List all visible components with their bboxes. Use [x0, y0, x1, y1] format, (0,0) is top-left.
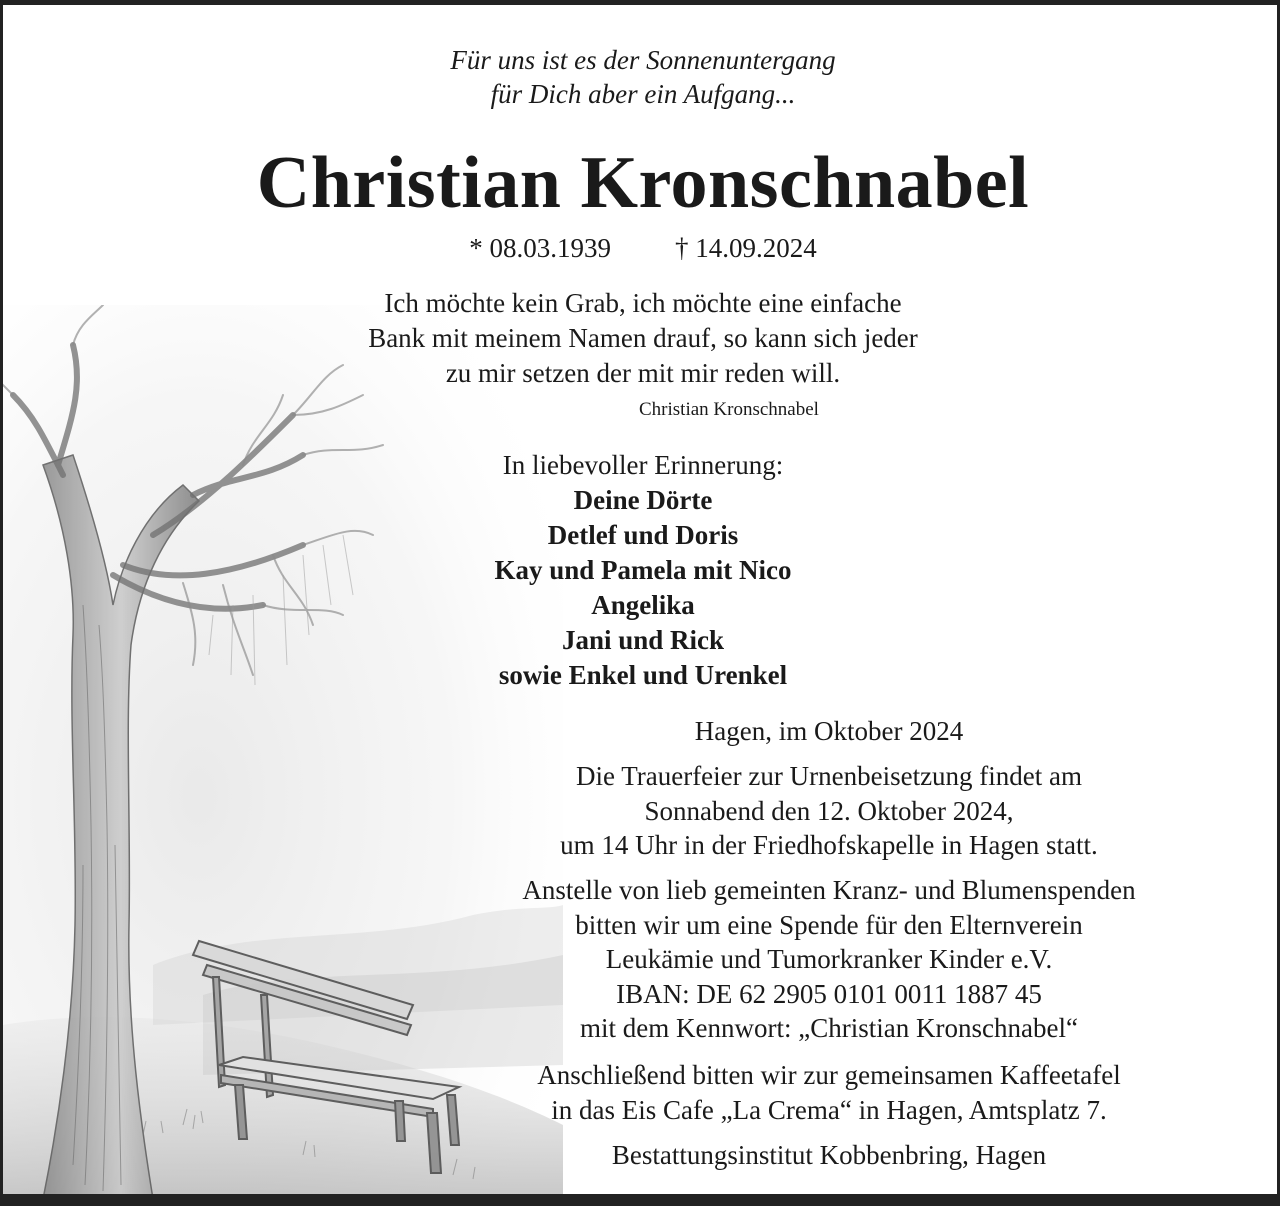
coffee-line: Anschließend bitten wir zur gemeinsamen Kaffeetafel [537, 1060, 1121, 1090]
life-dates [3, 231, 1280, 265]
quote [3, 286, 1280, 391]
motto [3, 43, 1280, 111]
mourner-name: Angelika [591, 590, 695, 620]
death-date: † 14.09.2024 [675, 233, 817, 263]
undertaker: Bestattungsinstitut Kobbenbring, Hagen [611, 1140, 1047, 1170]
donation-line: Anstelle von lieb gemeinten Kranz- und Blumenspenden [522, 875, 1136, 905]
coffee-invitation [463, 1058, 1195, 1127]
mourner-name: Jani und Rick [561, 625, 725, 655]
donation-info [463, 873, 1195, 1046]
quote-line: Bank mit meinem Namen drauf, so kann sich jeder [368, 323, 918, 353]
ceremony-line: Sonnabend den 12. Oktober 2024, [644, 795, 1014, 826]
donation-line: bitten wir um eine Spende für den Elternverein [575, 909, 1083, 940]
deceased-name: Christian Kronschnabel [256, 142, 1030, 224]
ceremony-line: um 14 Uhr in der Friedhofskapelle in Hagen statt. [560, 830, 1098, 860]
mourner-name: Deine Dörte [573, 485, 713, 515]
quote-author: Christian Kronschnabel [639, 399, 819, 420]
coffee-line: in das Eis Cafe „La Crema“ in Hagen, Amtsplatz 7. [551, 1094, 1107, 1125]
ceremony-line: Die Trauerfeier zur Urnenbeisetzung findet am [575, 761, 1083, 791]
donation-keyword: mit dem Kennwort: „Christian Kronschnabel“ [580, 1013, 1078, 1043]
place-date: Hagen, im Oktober 2024 [694, 716, 964, 746]
mourners-block [443, 448, 843, 693]
memory-intro: In liebevoller Erinnerung: [502, 450, 784, 480]
mourner-name: sowie Enkel und Urenkel [498, 660, 788, 690]
quote-line: zu mir setzen der mit mir reden will. [445, 358, 841, 388]
motto-line-1: Für uns ist es der Sonnenuntergang [450, 45, 836, 75]
ceremony-info [503, 759, 1155, 863]
donation-line: Leukämie und Tumorkranker Kinder e.V. [605, 944, 1053, 974]
quote-line: Ich möchte kein Grab, ich möchte eine einfache [384, 288, 902, 318]
mourner-name: Kay und Pamela mit Nico [494, 555, 792, 585]
birth-date: * 08.03.1939 [469, 233, 611, 263]
mourner-name: Detlef und Doris [547, 520, 739, 550]
motto-line-2: für Dich aber ein Aufgang... [490, 79, 796, 109]
iban: IBAN: DE 62 2905 0101 0011 1887 45 [616, 978, 1042, 1009]
